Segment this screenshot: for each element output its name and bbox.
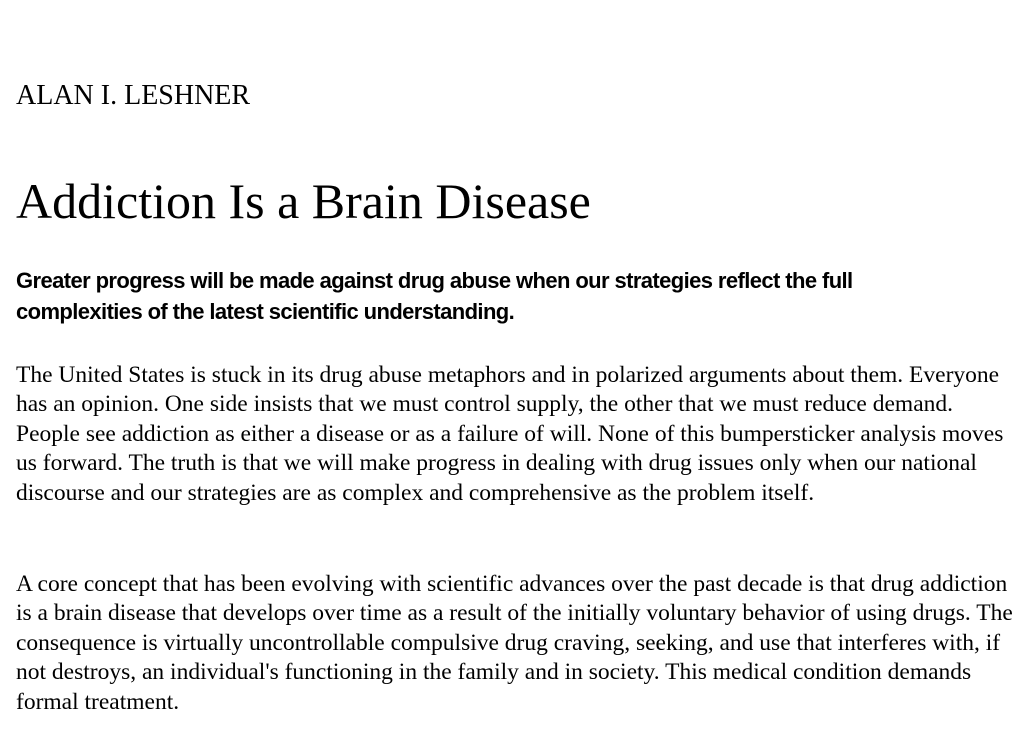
body-paragraph-2: A core concept that has been evolving with scientific advances over the past decade is that drug addiction is a brain disease that develops over time as a result of the initially voluntary behavior of using drugs. The consequence is virtually uncontrollable compulsive drug craving, seeking, and use that interferes with, if not destroys, an individual's functioning in the family and in society. This medical condition demands formal treatment. [16,571,1013,715]
body-paragraph-1: The United States is stuck in its drug abuse metaphors and in polarized arguments about them. Everyone has an opinion. One side insists that we must control supply, the other that we must reduce demand. People see addiction as either a disease or as a failure of will. None of this bumpersticker analysis moves us forward. The truth is that we will make progress in dealing with drug issues only when our national discourse and our strategies are as complex and comprehensive as the problem itself. [16,362,1004,506]
article-deck: Greater progress will be made against drug abuse when our strategies reflect the full complexities of the latest scientific understanding. [16,268,853,324]
author-byline: ALAN I. LESHNER [16,80,251,111]
article-title: Addiction Is a Brain Disease [16,173,591,229]
